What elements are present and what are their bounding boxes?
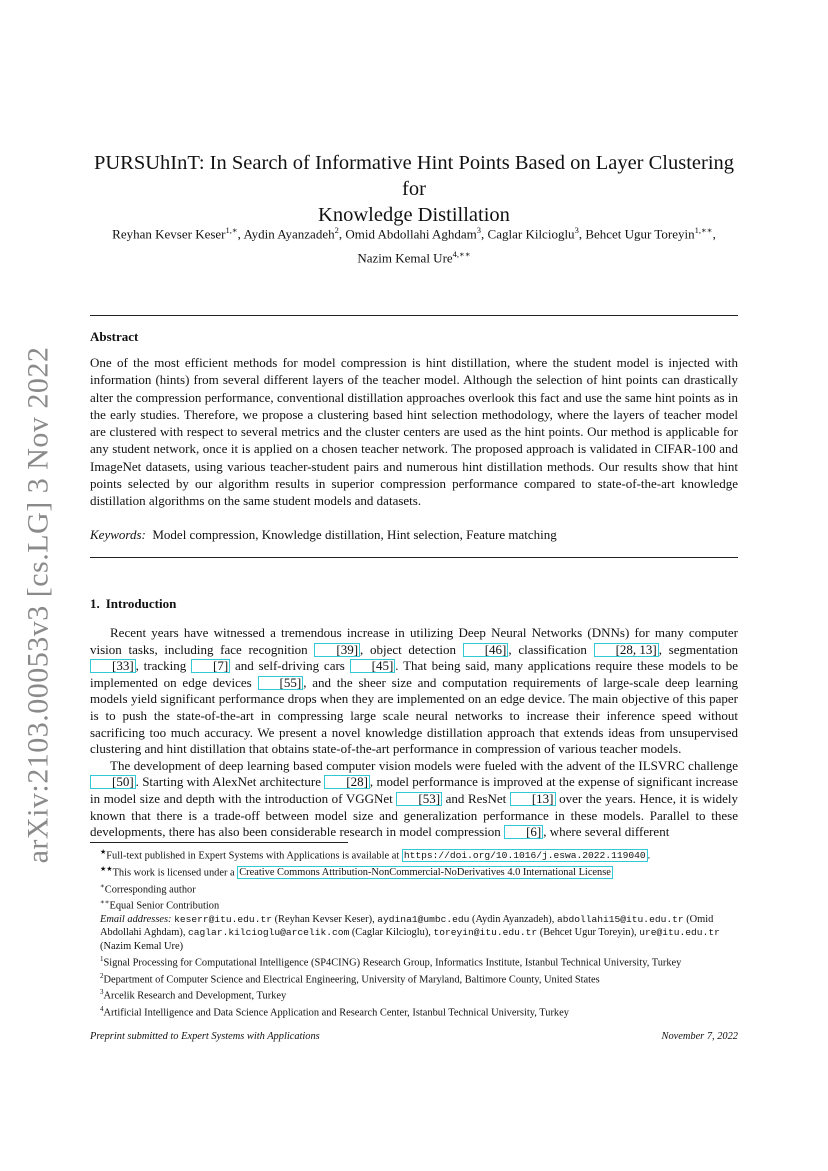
paragraph-text: and ResNet [442,790,510,806]
citation-link[interactable]: [46] [463,643,509,657]
affiliation-1: $^1$Signal Processing for Computational Intelligence (SP4CING) Research Group, Informatics Institute, Istanbul Technical University, Turkey [100,954,682,969]
author-affiliation: 3 [476,225,482,235]
citation-link[interactable]: [28, 13] [594,643,659,657]
email-owner: (Aydin Ayanzadeh), [469,914,557,926]
affiliation-4: $^4$Artificial Intelligence and Data Science Application and Research Center, Istanbul Technical University, Turkey [100,1005,569,1019]
citation-link[interactable]: [55] [258,676,304,690]
author-list: Reyhan Kevser Keser$^{1,∗}$, Aydin Ayanzadeh$^2$, Omid Abdollahi Aghdam$^3$, Caglar Kilcioglu$^3$, Behcet Ugur Toreyin$^{1,∗∗}$, Nazim Kemal Ure$^{4,∗∗}$ [112,225,716,266]
keywords-text: Model compression, Knowledge distillation, Hint selection, Feature matching [152,527,557,542]
citation-link[interactable]: [28] [324,775,370,789]
license-link[interactable]: Creative Commons Attribution-NonCommercial-NoDerivatives 4.0 International License [239,867,611,879]
keywords-label: Keywords: [90,527,146,542]
author-name: Behcet Ugur Toreyin [585,226,695,242]
arxiv-identifier-stamp [16,346,60,864]
paper-title [90,150,738,228]
section-number: 1. [90,596,100,611]
citation-link[interactable]: [45] [350,659,396,673]
footnotes [90,846,738,1020]
email-owner: (Caglar Kilcioglu), [349,927,434,939]
paragraph-text: , segmentation [658,641,738,657]
email-label: Email addresses: [100,914,172,926]
footnote-rule [90,842,348,843]
author-affiliation: 3 [574,225,579,235]
email-address[interactable]: caglar.kilcioglu@arcelik.com [188,927,350,939]
paragraph-text: , where several different [543,824,670,840]
paragraph-text: , classification [508,641,594,657]
affiliation-3: $^3$Arcelik Research and Development, Turkey [100,988,287,1002]
citation-link[interactable]: [33] [90,659,136,673]
page-footer [90,1031,738,1042]
paragraph-text: , object detection [360,641,463,657]
citation-link[interactable]: [39] [314,643,360,657]
email-owner: (Nazim Kemal Ure) [100,940,184,952]
author-name: Reyhan Kevser Keser [112,226,226,242]
intro-paragraph-2 [90,758,738,841]
author-affiliation: 4,∗∗ [452,249,471,260]
footnote-equal-contribution: ∗∗Equal Senior Contribution [100,898,220,912]
footnote-corresponding: ∗Corresponding author [100,881,196,895]
email-owner: (Omid Abdollahi Aghdam), [100,914,714,939]
section-title: Introduction [105,596,177,611]
abstract-heading: Abstract [90,329,139,344]
footer-journal: Preprint submitted to Expert Systems with Applications [90,1031,320,1042]
doi-link[interactable]: https://doi.org/10.1016/j.eswa.2022.119040 [403,850,646,862]
author-affiliation: 1,∗ [225,225,238,235]
citation-link[interactable]: [50] [90,775,136,789]
section-heading-introduction [90,596,176,612]
email-owner: (Behcet Ugur Toreyin), [537,927,640,939]
abstract-top-rule [90,315,738,316]
paragraph-text: . Starting with AlexNet architecture [135,774,325,790]
paragraph-text: . That being said, many applications require these models to be implemented on edge devices [90,658,738,690]
paragraph-text: , and the sheer size and computation requirements of large-scale deep learning models yield significant performance drops when they are implemented on an edge device. The main objective of this paper is to push the state-of-the-art in compressing large scale neural networks to increase their inference speed without sacrificing too much accuracy. We present a novel knowledge distillation approach that extends ideas from unsupervised clustering and hint distillation that obtains state-of-the-art performance in compression of various teacher models. [90,674,738,757]
affiliation-2: $^2$Department of Computer Science and Electrical Engineering, University of Maryland, Baltimore County, United States [100,971,600,986]
paragraph-text: The development of deep learning based computer vision models were fueled with the advent of the ILSVRC challenge [110,757,738,773]
introduction-body [90,625,738,841]
footnote-license: ★★This work is licensed under a Creative Commons Attribution-NonCommercial-NoDerivatives 4.0 International License [100,864,611,879]
abstract-text: One of the most efficient methods for model compression is hint distillation, where the student model is injected with information (hints) from several different layers of the teacher model. Although the selection of hint points can drastically alter the compression performance, conventional distillation approaches overlook this fact and use the same hint points as in the early studies. Therefore, we propose a clustering based hint selection methodology, where the layers of teacher model are clustered with respect to several metrics and the cluster centers are used as the hint points. Our method is applicable for any student network, once it is applied on a chosen teacher network. The proposed approach is validated in CIFAR-100 and ImageNet datasets, using various teacher-student pairs and numerous hint distillation methods. Our results show that hint points selected by our algorithm results in superior compression performance compared to state-of-the-art knowledge distillation algorithms on the same student models and datasets. [90,355,738,509]
title-line-1: PURSUhInT: In Search of Informative Hint Points Based on Layer Clustering for [93,152,735,200]
paragraph-text: over the years. Hence, it is widely known that there is a trade-off between model size and generalization performance in these models. Parallel to these developments, there has also been considerable research in model compression [90,790,738,840]
footnote-email-addresses [90,913,738,953]
email-address[interactable]: ure@itu.edu.tr [639,927,720,939]
citation-link[interactable]: [6] [504,825,543,839]
author-affiliation: 1,∗∗ [694,225,713,235]
arxiv-id-text: arXiv:2103.00053v3 [cs.LG] 3 Nov 2022 [21,346,54,864]
author-name: Omid Abdollahi Aghdam [345,226,477,242]
email-address[interactable]: toreyin@itu.edu.tr [433,927,538,939]
author-name: Nazim Kemal Ure [357,250,453,266]
paragraph-text: and self-driving cars [230,658,350,674]
intro-paragraph-1 [90,625,738,758]
citation-link[interactable]: [53] [396,792,442,806]
footnote-fulltext: ★Full-text published in Expert Systems with Applications is available at https://doi.org/10.1016/j.eswa.2022.119040 . [100,848,651,862]
email-address[interactable]: abdollahi15@itu.edu.tr [556,914,684,926]
email-address[interactable]: aydina1@umbc.edu [377,914,470,926]
email-owner: (Reyhan Kevser Keser), [271,914,378,926]
citation-link[interactable]: [13] [510,792,556,806]
author-name: Aydin Ayanzadeh [243,226,335,242]
author-name: Caglar Kilcioglu [487,226,575,242]
abstract-bottom-rule [90,557,738,558]
paragraph-text: , tracking [135,658,192,674]
keywords-line [90,527,738,543]
title-line-2: Knowledge Distillation [318,204,510,226]
paragraph-text: Recent years have witnessed a tremendous increase in utilizing Deep Neural Networks (DNNs) for many computer vision tasks, including face recognition [90,625,738,657]
email-address[interactable]: keserr@itu.edu.tr [174,914,272,926]
citation-link[interactable]: [7] [191,659,230,673]
footer-date: November 7, 2022 [661,1031,738,1042]
paragraph-text: , model performance is improved at the expense of significant increase in model size and depth with the introduction of VGGNet [90,774,738,806]
author-affiliation: 2 [334,225,339,235]
